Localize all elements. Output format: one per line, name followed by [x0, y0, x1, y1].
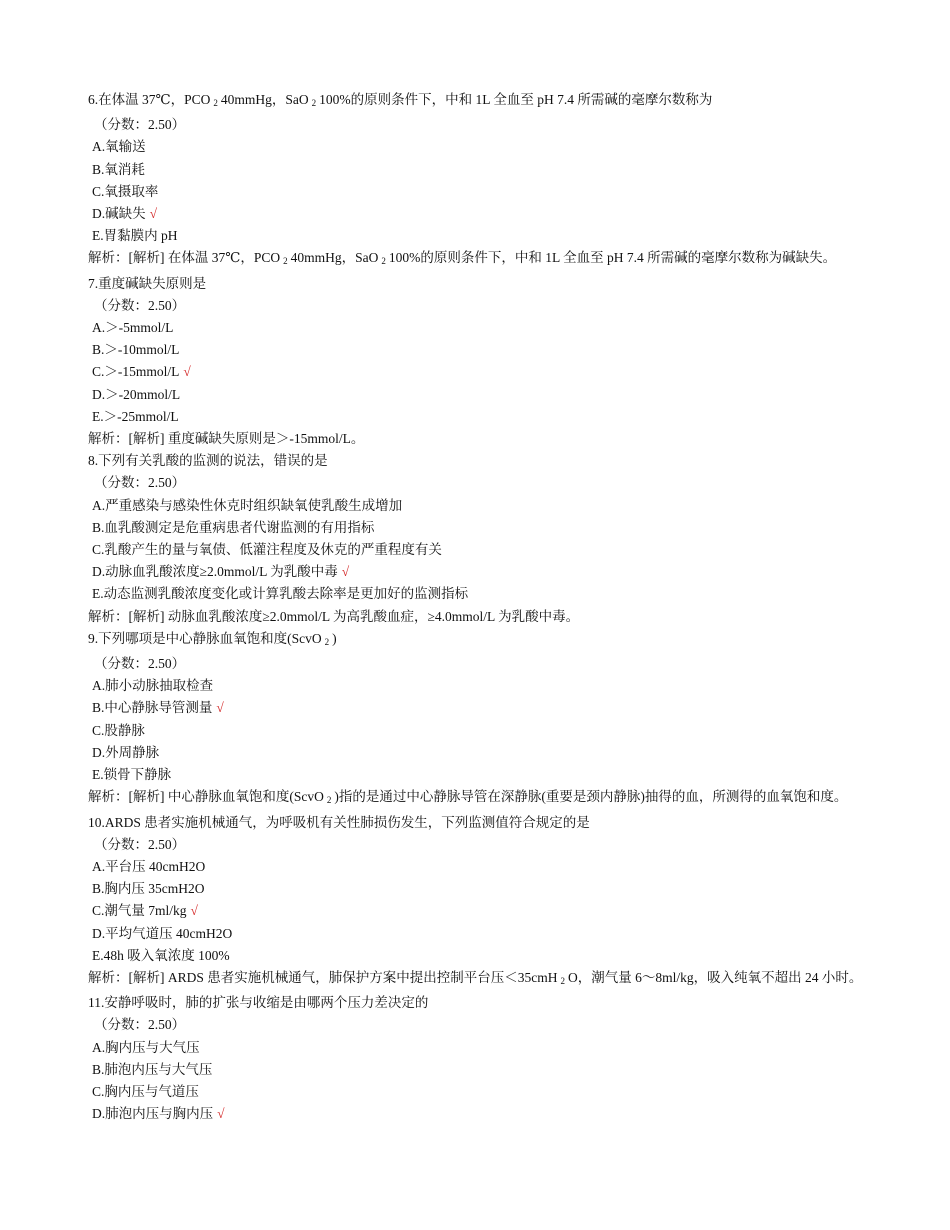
option-text: A.＞-5mmol/L [92, 320, 174, 336]
option-text: B.血乳酸测定是危重病患者代谢监测的有用指标 [92, 519, 375, 535]
option-item[interactable] [88, 203, 878, 225]
question-stem: 11.安静呼吸时，肺的扩张与收缩是由哪两个压力差决定的 [88, 995, 429, 1011]
option-text: D.＞-20mmol/L [92, 386, 181, 402]
option-text: C.胸内压与气道压 [92, 1083, 199, 1099]
option-item[interactable] [88, 317, 878, 339]
answer-analysis: 解析：[解析] ARDS 患者实施机械通气，肺保护方案中提出控制平台压＜35cmH $_2$ O，潮气量 6～8ml/kg，吸入纯氧不超出 24 小时。 [88, 969, 863, 986]
correct-check-icon: √ [149, 206, 158, 222]
option-item[interactable] [88, 1037, 878, 1059]
question-score: （分数：2.50） [94, 117, 186, 133]
option-item[interactable] [88, 1081, 878, 1103]
option-item[interactable] [88, 495, 878, 517]
option-text: B.胸内压 35cmH2O [92, 881, 205, 897]
question-block [88, 812, 878, 993]
option-item[interactable] [88, 675, 878, 697]
option-text: B.中心静脉导管测量 [92, 700, 213, 716]
option-text: B.氧消耗 [92, 161, 145, 177]
option-text: C.股静脉 [92, 722, 145, 738]
question-block [88, 89, 878, 273]
option-text: D.外周静脉 [92, 744, 160, 760]
correct-check-icon: √ [190, 903, 198, 919]
option-item[interactable] [88, 406, 878, 428]
question-block [88, 992, 878, 1125]
option-item[interactable] [88, 361, 878, 383]
option-text: E.锁骨下静脉 [92, 767, 172, 783]
option-text: B.＞-10mmol/L [92, 342, 180, 358]
answer-analysis: 解析：[解析] 在体温 37℃，PCO $_2$ 40mmHg，SaO $_2$ 100%的原则条件下，中和 1L 全血至 pH 7.4 所需碱的毫摩尔数称为碱缺失。 [88, 250, 837, 267]
option-text: D.碱缺失 [92, 206, 146, 222]
option-item[interactable] [88, 764, 878, 786]
option-item[interactable] [88, 1103, 878, 1125]
question-stem: 9.下列哪项是中心静脉血氧饱和度(ScvO $_2$ ) [88, 630, 337, 647]
question-stem: 8.下列有关乳酸的监测的说法，错误的是 [88, 453, 328, 469]
document-body [88, 89, 878, 1125]
option-item[interactable] [88, 856, 878, 878]
question-stem: 6.在体温 37℃，PCO $_2$ 40mmHg，SaO $_2$ 100%的原则条件下，中和 1L 全血至 pH 7.4 所需碱的毫摩尔数称为 [88, 92, 713, 108]
option-text: D.肺泡内压与胸内压 [92, 1106, 214, 1122]
option-item[interactable] [88, 1059, 878, 1081]
option-item[interactable] [88, 742, 878, 764]
option-text: E.动态监测乳酸浓度变化或计算乳酸去除率是更加好的监测指标 [92, 586, 469, 602]
option-item[interactable] [88, 181, 878, 203]
option-item[interactable] [88, 539, 878, 561]
option-text: E.胃黏膜内 pH [92, 228, 178, 244]
option-text: C.氧摄取率 [92, 183, 159, 199]
option-text: A.严重感染与感染性休克时组织缺氧使乳酸生成增加 [92, 497, 403, 513]
option-item[interactable] [88, 225, 878, 247]
question-stem: 10.ARDS 患者实施机械通气，为呼吸机有关性肺损伤发生，下列监测值符合规定的是 [88, 814, 590, 830]
option-text: A.氧输送 [92, 139, 146, 155]
correct-check-icon: √ [341, 564, 350, 580]
option-item[interactable] [88, 561, 878, 583]
question-score: （分数：2.50） [94, 297, 186, 313]
option-text: C.乳酸产生的量与氧债、低灌注程度及休克的严重程度有关 [92, 542, 442, 558]
answer-analysis: 解析：[解析] 动脉血乳酸浓度≥2.0mmol/L 为高乳酸血症，≥4.0mmol/L 为乳酸中毒。 [88, 608, 580, 624]
option-text: D.动脉血乳酸浓度≥2.0mmol/L 为乳酸中毒 [92, 564, 338, 580]
answer-analysis: 解析：[解析] 中心静脉血氧饱和度(ScvO $_2$ )指的是通过中心静脉导管在深静脉(重要是颈内静脉)抽得的血，所测得的血氧饱和度。 [88, 789, 848, 806]
option-item[interactable] [88, 517, 878, 539]
option-text: C.＞-15mmol/L [92, 364, 180, 380]
option-text: B.肺泡内压与大气压 [92, 1061, 213, 1077]
option-text: E.＞-25mmol/L [92, 408, 179, 424]
question-block [88, 450, 878, 628]
question-stem: 7.重度碱缺失原则是 [88, 275, 207, 291]
option-item[interactable] [88, 339, 878, 361]
option-item[interactable] [88, 900, 878, 922]
correct-check-icon: √ [217, 1106, 225, 1122]
option-text: A.平台压 40cmH2O [92, 858, 206, 874]
option-text: A.肺小动脉抽取检查 [92, 678, 214, 694]
option-item[interactable] [88, 159, 878, 181]
option-item[interactable] [88, 945, 878, 967]
question-block [88, 273, 878, 451]
correct-check-icon: √ [216, 700, 224, 716]
option-text: C.潮气量 7ml/kg [92, 903, 187, 919]
question-score: （分数：2.50） [94, 836, 186, 852]
option-item[interactable] [88, 878, 878, 900]
question-score: （分数：2.50） [94, 1017, 186, 1033]
answer-analysis: 解析：[解析] 重度碱缺失原则是＞-15mmol/L。 [88, 431, 365, 447]
question-score: （分数：2.50） [94, 475, 186, 491]
option-text: E.48h 吸入氧浓度 100% [92, 947, 230, 963]
option-text: A.胸内压与大气压 [92, 1039, 200, 1055]
correct-check-icon: √ [183, 364, 191, 380]
option-text: D.平均气道压 40cmH2O [92, 925, 233, 941]
option-item[interactable] [88, 697, 878, 719]
option-item[interactable] [88, 720, 878, 742]
question-score: （分数：2.50） [94, 656, 186, 672]
option-item[interactable] [88, 923, 878, 945]
option-item[interactable] [88, 384, 878, 406]
option-item[interactable] [88, 136, 878, 158]
question-block [88, 628, 878, 812]
option-item[interactable] [88, 583, 878, 605]
